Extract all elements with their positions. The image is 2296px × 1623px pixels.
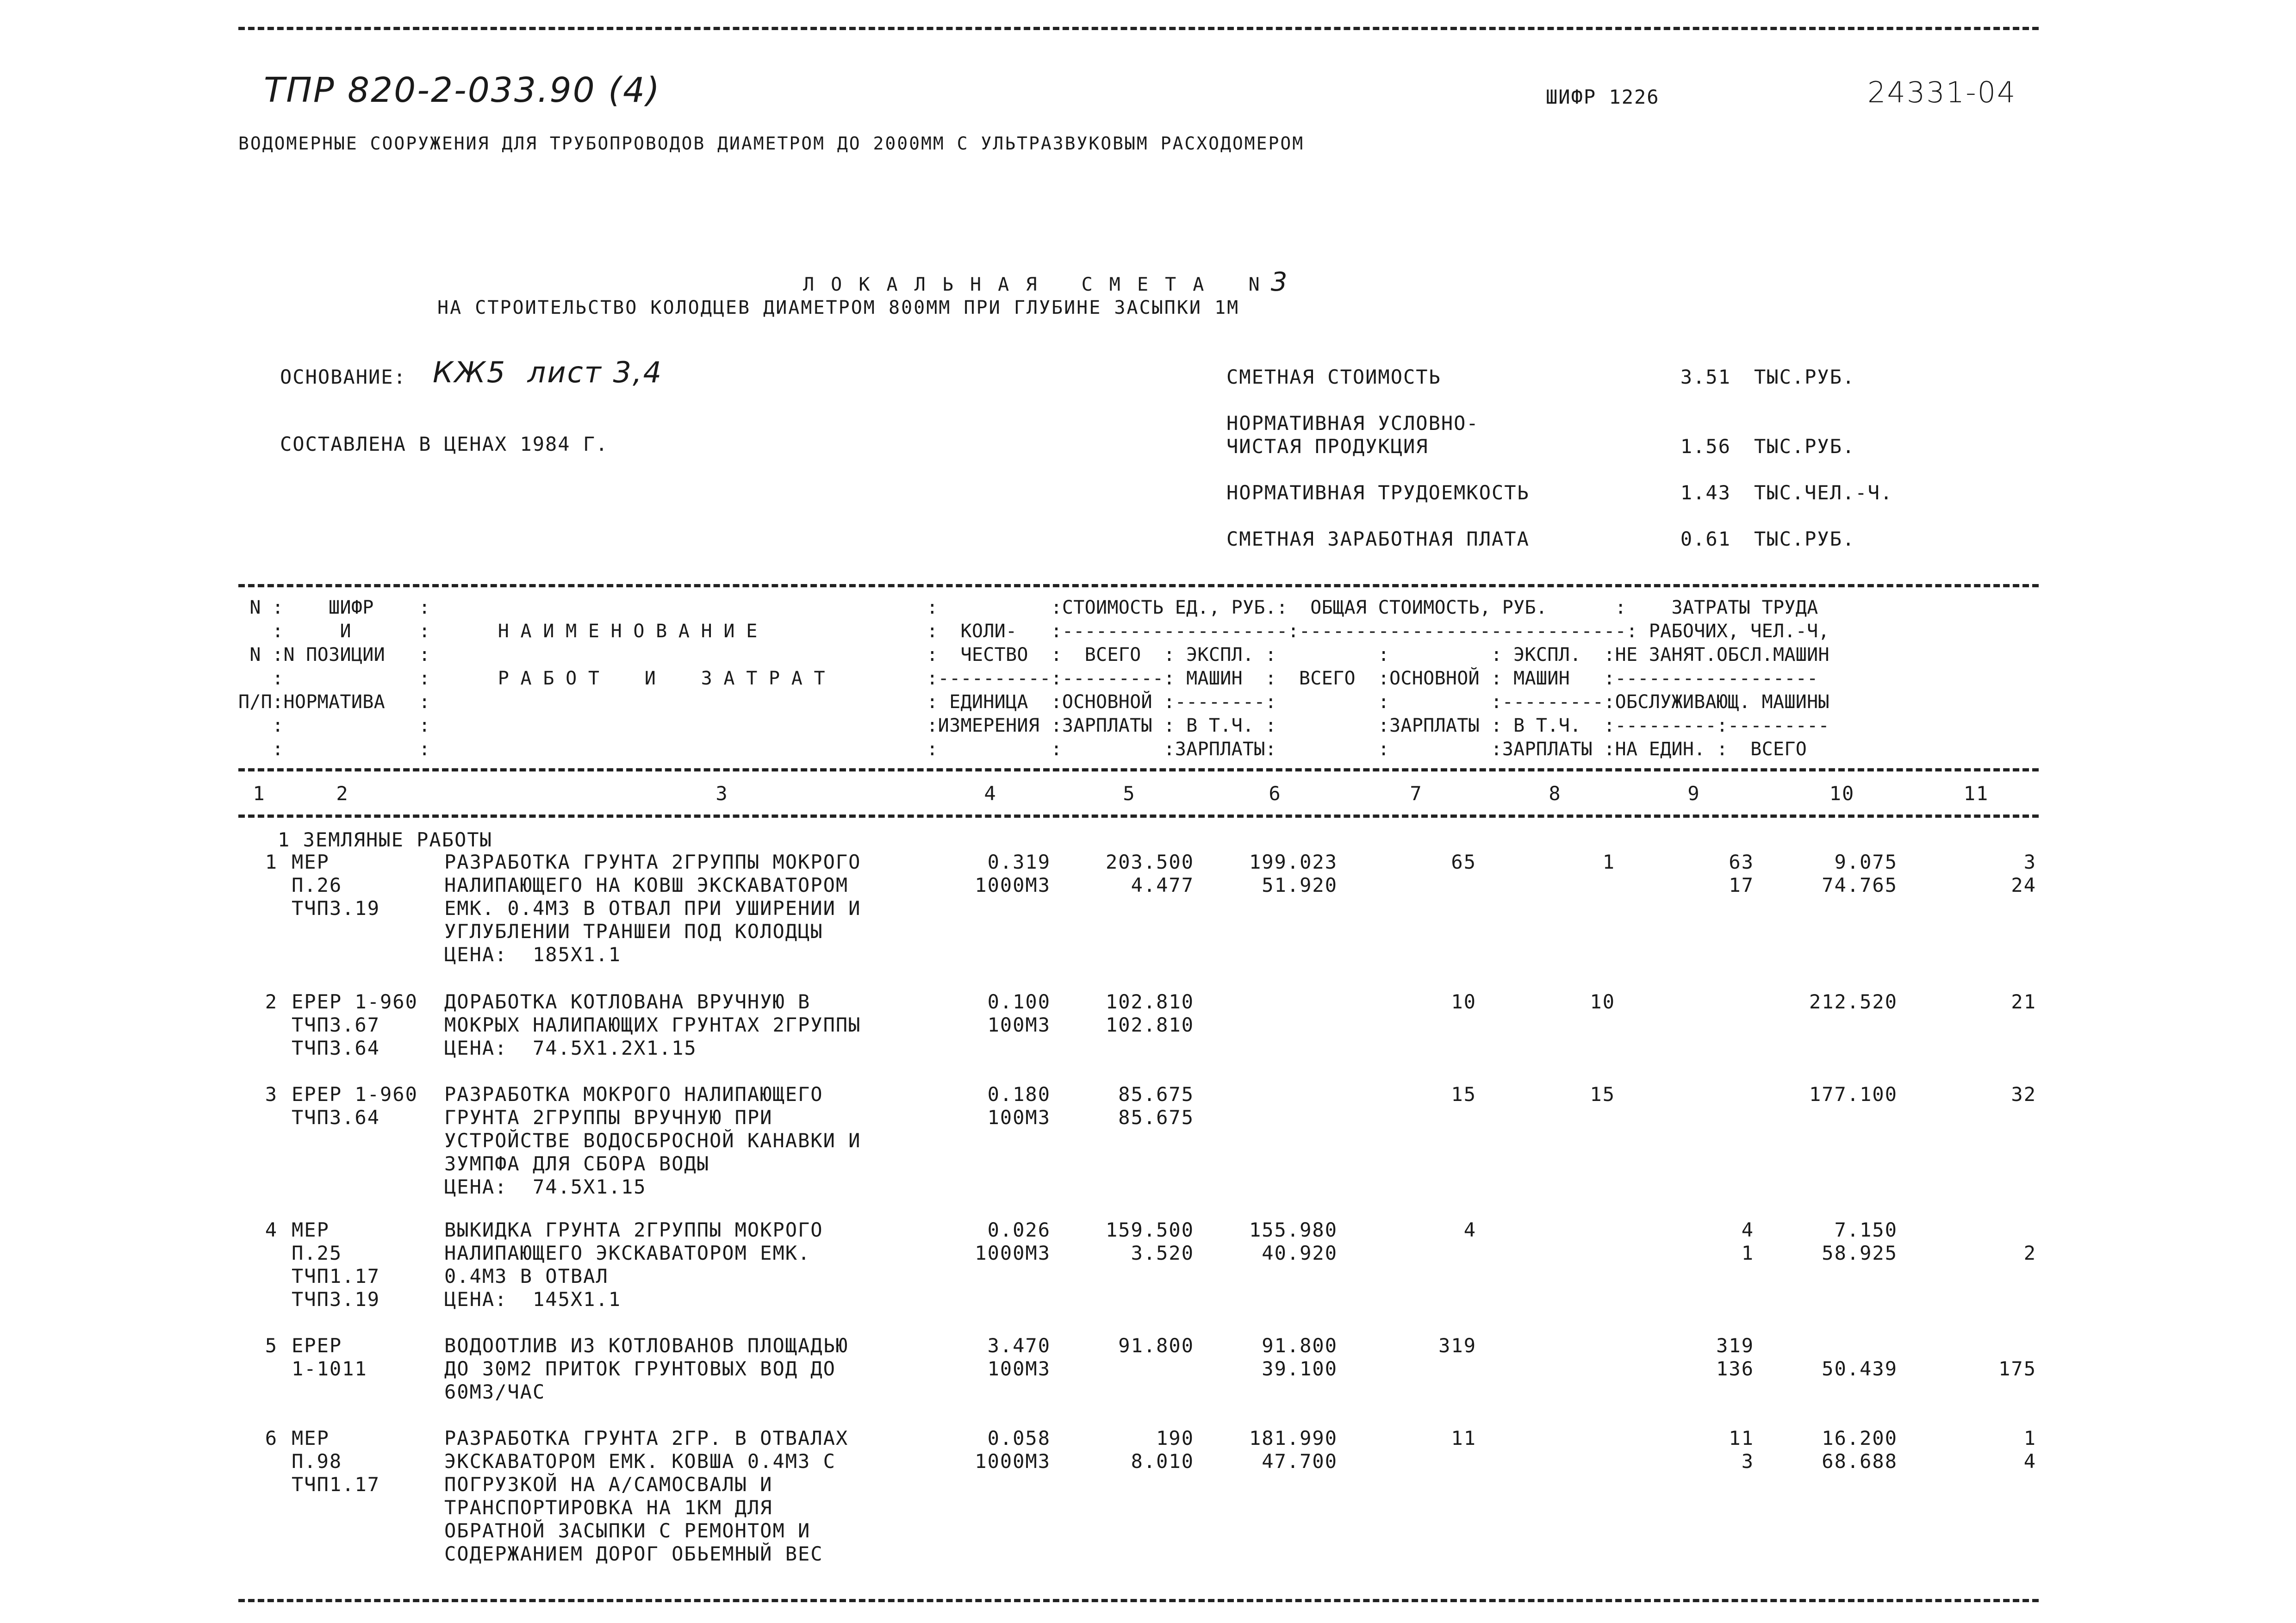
row-code: ЕРЕР 1-960 ТЧП3.64 [292,1083,418,1129]
col-num-7: 7 [1410,782,1423,805]
row-total-wage: 15 [1590,1083,1615,1106]
row-qty: 0.319 1000М3 [975,851,1051,896]
row-code: МЕР П.26 ТЧП3.19 [292,851,380,920]
row-qty: 3.470 100М3 [987,1334,1051,1380]
row-unit-total: 102.810 102.810 [1105,990,1194,1036]
row-labor-total: 1 4 [2023,1427,2036,1473]
row-labor-total: 175 [1998,1357,2036,1380]
row-unit-machines: 155.980 40.920 [1249,1219,1338,1264]
row-code: ЕРЕР 1-960 ТЧП3.67 ТЧП3.64 [292,990,418,1059]
row-labor-unit: 212.520 [1809,990,1898,1013]
col-num-9: 9 [1687,782,1700,805]
row-unit-total: 85.675 85.675 [1118,1083,1194,1129]
row-qty: 0.180 100М3 [987,1083,1051,1129]
doc-subtitle: ВОДОМЕРНЫЕ СООРУЖЕНИЯ ДЛЯ ТРУБОПРОВОДОВ ДИАМЕТРОМ ДО 2000ММ С УЛЬТРАЗВУКОВЫМ РАСХОДОМЕРОМ [238,133,1305,154]
col-num-1: 1 [253,782,266,805]
row-unit-machines: 91.800 39.100 [1262,1334,1338,1380]
row-total: 10 [1451,990,1476,1013]
row-name: РАЗРАБОТКА МОКРОГО НАЛИПАЮЩЕГО ГРУНТА 2ГРУППЫ ВРУЧНУЮ ПРИ УСТРОЙСТВЕ ВОДОСБРОСНОЙ КАНАВКИ И ЗУМПФА ДЛЯ СБОРА ВОДЫ ЦЕНА: 74.5Х1.15 [444,1083,861,1198]
row-number: 3 [265,1083,278,1106]
row-code: ЕРЕР 1-1011 [292,1334,367,1380]
row-total: 4 [1463,1219,1476,1241]
summary-unit-2: ТЫС.РУБ. [1754,435,1855,458]
row-labor-total: 21 [2011,990,2036,1013]
row-unit-machines: 181.990 47.700 [1249,1427,1338,1473]
row-unit-total: 190 8.010 [1131,1427,1194,1473]
table-top-rule [238,584,2039,587]
col-num-6: 6 [1269,782,1282,805]
col-num-2: 2 [336,782,349,805]
row-labor-unit: 9.075 74.765 [1822,851,1898,896]
row-code: МЕР П.25 ТЧП1.17 ТЧП3.19 [292,1219,380,1311]
col-num-10: 10 [1829,782,1855,805]
row-labor-total: 2 [2023,1242,2036,1264]
col-num-11: 11 [1963,782,1989,805]
col-num-4: 4 [984,782,997,805]
summary-value-1: 3.51 [1680,366,1731,388]
estimate-number: 3 [1270,267,1289,297]
row-total-wage: 1 [1602,851,1615,873]
row-number: 6 [265,1427,278,1449]
row-total: 319 [1438,1334,1476,1357]
row-name: РАЗРАБОТКА ГРУНТА 2ГРУППЫ МОКРОГО НАЛИПАЮЩЕГО НА КОВШ ЭКСКАВАТОРОМ ЕМК. 0.4М3 В ОТВАЛ ПРИ УШИРЕНИИ И УГЛУБЛЕНИИ ТРАНШЕИ ПОД КОЛОДЦЫ ЦЕНА: 185Х1.1 [444,851,861,966]
row-qty: 0.026 1000М3 [975,1219,1051,1264]
col-num-3: 3 [716,782,728,805]
summary-value-2: 1.56 [1680,435,1731,458]
summary-unit-3: ТЫС.ЧЕЛ.-Ч. [1754,481,1893,504]
row-number: 2 [265,990,278,1013]
row-unit-machines: 199.023 51.920 [1249,851,1338,896]
row-labor-unit: 177.100 [1809,1083,1898,1106]
row-unit-total: 159.500 3.520 [1105,1219,1194,1264]
basis-value: КЖ5 лист 3,4 [433,355,663,389]
doc-code: ТПР 820-2-033.90 (4) [264,70,661,110]
row-name: ДОРАБОТКА КОТЛОВАНА ВРУЧНУЮ В МОКРЫХ НАЛИПАЮЩИХ ГРУНТАХ 2ГРУППЫ ЦЕНА: 74.5Х1.2Х1.15 [444,990,861,1059]
column-numbers-rule [238,815,2039,818]
row-labor-total: 32 [2011,1083,2036,1106]
summary-value-3: 1.43 [1680,481,1731,504]
top-rule [238,27,2039,30]
cipher: ШИФР 1226 [1546,86,1660,108]
row-total-machines: 11 3 [1729,1427,1754,1473]
summary-unit-4: ТЫС.РУБ. [1754,528,1855,550]
row-unit-total: 203.500 4.477 [1105,851,1194,896]
summary-label-2: НОРМАТИВНАЯ УСЛОВНО- ЧИСТАЯ ПРОДУКЦИЯ [1226,412,1479,458]
row-unit-total: 91.800 [1118,1334,1194,1357]
row-name: ВОДООТЛИВ ИЗ КОТЛОВАНОВ ПЛОЩАДЬЮ ДО 30М2 ПРИТОК ГРУНТОВЫХ ВОД ДО 60М3/ЧАС [444,1334,849,1403]
row-name: РАЗРАБОТКА ГРУНТА 2ГР. В ОТВАЛАХ ЭКСКАВАТОРОМ ЕМК. КОВША 0.4М3 С ПОГРУЗКОЙ НА А/САМОСВАЛЫ И ТРАНСПОРТИРОВКА НА 1КМ ДЛЯ ОБРАТНОЙ ЗАСЫПКИ С РЕМОНТОМ И СОДЕРЖАНИЕМ ДОРОГ ОБЬЕМНЫЙ ВЕС [444,1427,849,1565]
row-total-machines: 4 1 [1741,1219,1754,1264]
row-number: 1 [265,851,278,873]
col-num-5: 5 [1123,782,1136,805]
summary-unit-1: ТЫС.РУБ. [1754,366,1855,388]
row-total-wage: 10 [1590,990,1615,1013]
table-header-rule [238,768,2039,771]
summary-label-4: СМЕТНАЯ ЗАРАБОТНАЯ ПЛАТА [1226,528,1530,550]
estimate-subject: НА СТРОИТЕЛЬСТВО КОЛОДЦЕВ ДИАМЕТРОМ 800ММ ПРИ ГЛУБИНЕ ЗАСЫПКИ 1М [437,297,1240,318]
row-name: ВЫКИДКА ГРУНТА 2ГРУППЫ МОКРОГО НАЛИПАЮЩЕГО ЭКСКАВАТОРОМ ЕМК. 0.4М3 В ОТВАЛ ЦЕНА: 145Х1.1 [444,1219,823,1311]
prices-note: СОСТАВЛЕНА В ЦЕНАХ 1984 Г. [280,433,609,455]
row-labor-unit: 50.439 [1822,1357,1898,1380]
row-qty: 0.058 1000М3 [975,1427,1051,1473]
summary-label-3: НОРМАТИВНАЯ ТРУДОЕМКОСТЬ [1226,481,1530,504]
row-labor-unit: 16.200 68.688 [1822,1427,1898,1473]
row-labor-unit: 7.150 58.925 [1822,1219,1898,1264]
row-total: 15 [1451,1083,1476,1106]
row-number: 5 [265,1334,278,1357]
col-num-8: 8 [1549,782,1562,805]
row-qty: 0.100 100М3 [987,990,1051,1036]
row-total-machines: 63 17 [1729,851,1754,896]
estimate-heading [803,248,1288,296]
doc-number: 24331-04 [1867,75,2017,109]
summary-value-4: 0.61 [1680,528,1731,550]
section-title: 1 ЗЕМЛЯНЫЕ РАБОТЫ [278,828,492,851]
row-total: 65 [1451,851,1476,873]
row-total-machines: 319 136 [1716,1334,1754,1380]
table-header: N : ШИФР : : :СТОИМОСТЬ ЕД., РУБ.: ОБЩАЯ СТОИМОСТЬ, РУБ. : ЗАТРАТЫ ТРУДА : И : Н А И М Е Н О В А Н И Е : КОЛИ- :--------------------:-----------------------------: РАБОЧИХ, ЧЕЛ.-Ч, N :N ПОЗИЦИИ : : ЧЕСТВО : ВСЕГО : ЭКСПЛ. : : : ЭКСПЛ. :НЕ ЗАНЯТ.ОБСЛ.МАШИН : : Р А Б О Т И З А Т Р А Т :----------:---------: МАШИН : ВСЕГО :ОСНОВНОЙ : МАШИН :------------------ П/П:НОРМАТИВА : : ЕДИНИЦА :ОСНОВНОЙ :--------: : :---------:ОБСЛУЖИВАЮЩ. МАШИНЫ : : :ИЗМЕРЕНИЯ :ЗАРПЛАТЫ : В Т.Ч. : :ЗАРПЛАТЫ : В Т.Ч. :---------:--------- : : : : :ЗАРПЛАТЫ: : :ЗАРПЛАТЫ :НА ЕДИН. : ВСЕГО [238,597,1829,760]
summary-label-1: СМЕТНАЯ СТОИМОСТЬ [1226,366,1441,388]
row-code: МЕР П.98 ТЧП1.17 [292,1427,380,1496]
estimate-heading-text: Л О К А Л Ь Н А Я С М Е Т А N [803,274,1263,295]
basis-label: ОСНОВАНИЕ: [280,366,406,388]
row-total: 11 [1451,1427,1476,1449]
row-labor-total: 3 24 [2011,851,2036,896]
bottom-rule [238,1599,2039,1602]
row-number: 4 [265,1219,278,1241]
